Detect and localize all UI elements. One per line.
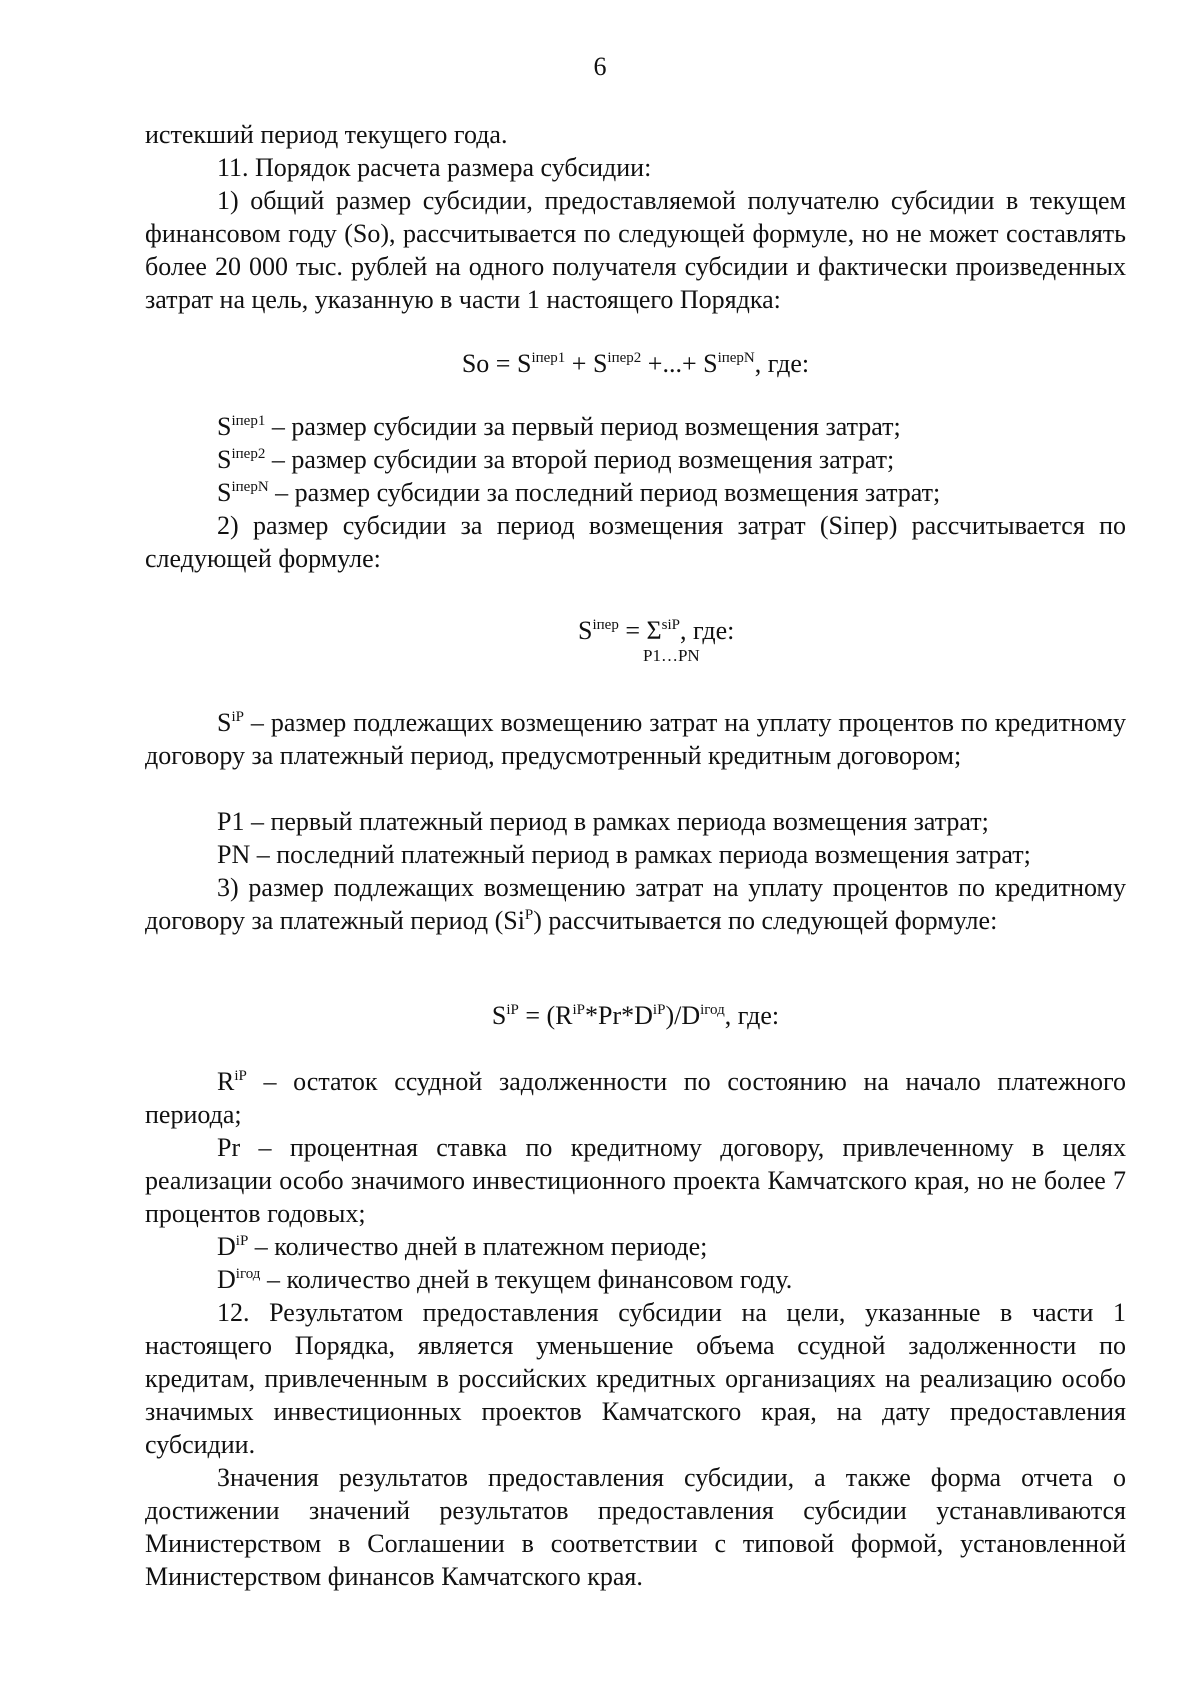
formula-part: , где: <box>724 1001 780 1030</box>
definition-pn: PN – последний платежный период в рамках периода возмещения затрат; <box>217 840 1031 869</box>
formula-superscript: siP <box>661 617 680 633</box>
formula-superscript: iпер1 <box>531 350 566 366</box>
definition-digod <box>145 1263 1126 1296</box>
paragraph-subitem-2: 2) размер субсидии за период возмещения затрат (Siпер) рассчитывается по следующей формуле: <box>145 511 1126 573</box>
definition-dip <box>145 1230 1126 1263</box>
formula-superscript: iпер2 <box>607 350 642 366</box>
formula-part: +...+ S <box>641 349 718 378</box>
definition-text: – количество дней в платежном периоде; <box>248 1232 708 1261</box>
definition-siperN <box>145 476 1126 509</box>
symbol: D <box>217 1232 236 1261</box>
definition-siper1 <box>145 410 1126 443</box>
definition-siper2 <box>145 443 1126 476</box>
formula-part: So = S <box>461 349 532 378</box>
formula-superscript: iP <box>652 1002 666 1018</box>
paragraph-subitem-3 <box>145 871 1126 937</box>
symbol: S <box>217 478 232 507</box>
formula-part: , где: <box>754 349 810 378</box>
formula-superscript: iпер <box>592 617 619 633</box>
symbol-superscript: iгод <box>235 1266 261 1282</box>
paragraph-subitem-1: 1) общий размер субсидии, предоставляемой получателю субсидии в текущем финансовом году (So), рассчитывается по следующей формуле, но не может составлять более 20 000 тыс. рублей на одного получателя субсидии и фактически произведенных затрат на цель, указанную в части 1 настоящего Порядка: <box>145 186 1126 314</box>
formula-part: , где: <box>679 616 735 645</box>
formula-part: )/D <box>665 1001 701 1030</box>
definition-text: – количество дней в текущем финансовом году. <box>260 1265 793 1294</box>
symbol-superscript: iпер2 <box>231 446 266 462</box>
page-number: 6 <box>593 52 607 81</box>
formula-superscript: iгод <box>700 1002 725 1018</box>
paragraph-text: ) рассчитывается по следующей формуле: <box>533 906 998 935</box>
formula-part: S <box>491 1001 507 1030</box>
definition-text: – остаток ссудной задолженности по состоянию на начало платежного периода; <box>145 1067 1126 1129</box>
definition-text: – размер подлежащих возмещению затрат на уплату процентов по кредитному договору за платежный период, предусмотренный кредитным договором; <box>145 708 1126 770</box>
symbol: S <box>217 708 232 737</box>
formula-part: *Pr*D <box>585 1001 653 1030</box>
symbol-superscript: iP <box>234 1068 247 1084</box>
formula-siper <box>578 614 778 665</box>
formula-part: S <box>578 616 593 645</box>
symbol: S <box>217 445 232 474</box>
symbol-superscript: P <box>524 907 534 923</box>
paragraph-item-12: 12. Результатом предоставления субсидии на цели, указанные в части 1 настоящего Порядка, является уменьшение объема ссудной задолженности по кредитам, привлеченным в российских кредитных организациях на реализацию особо значимых инвестиционных проектов Камчатского края, на дату предоставления субсидии. <box>145 1298 1126 1459</box>
paragraph-item-11: 11. Порядок расчета размера субсидии: <box>217 153 652 182</box>
formula-part: + S <box>565 349 608 378</box>
paragraph-results: Значения результатов предоставления субсидии, а также форма отчета о достижении значений результатов предоставления субсидии устанавливаются Министерством в Соглашении в соответствии с типовой формой, установленной Министерством финансов Камчатского края. <box>145 1463 1126 1591</box>
symbol: S <box>217 412 232 441</box>
paragraph-continuation: истекший период текущего года. <box>145 120 508 149</box>
sum-limits: P1…PN <box>643 646 700 665</box>
formula-so <box>145 347 1126 380</box>
definition-text: – размер субсидии за последний период возмещения затрат; <box>268 478 941 507</box>
symbol: R <box>217 1067 235 1096</box>
formula-part: = (R <box>518 1001 573 1030</box>
formula-part: = Σ <box>618 616 662 645</box>
paragraph-text: 3) размер подлежащих возмещению затрат на уплату процентов по кредитному договору за платежный период (Si <box>145 873 1126 935</box>
definition-sip <box>145 706 1126 772</box>
definition-rip <box>145 1065 1126 1131</box>
symbol-superscript: iP <box>231 709 244 725</box>
formula-superscript: iперN <box>717 350 755 366</box>
formula-superscript: iP <box>572 1002 586 1018</box>
definition-p1: P1 – первый платежный период в рамках периода возмещения затрат; <box>217 807 989 836</box>
symbol-superscript: iпер1 <box>231 413 266 429</box>
formula-superscript: iP <box>506 1002 519 1018</box>
formula-sip <box>145 999 1126 1032</box>
symbol-superscript: iP <box>235 1233 249 1249</box>
definition-pr: Pr – процентная ставка по кредитному договору, привлеченному в целях реализации особо значимого инвестиционного проекта Камчатского края, но не более 7 процентов годовых; <box>145 1133 1126 1228</box>
symbol: D <box>217 1265 236 1294</box>
definition-text: – размер субсидии за второй период возмещения затрат; <box>265 445 895 474</box>
definition-text: – размер субсидии за первый период возмещения затрат; <box>265 412 901 441</box>
symbol-superscript: iперN <box>231 479 269 495</box>
